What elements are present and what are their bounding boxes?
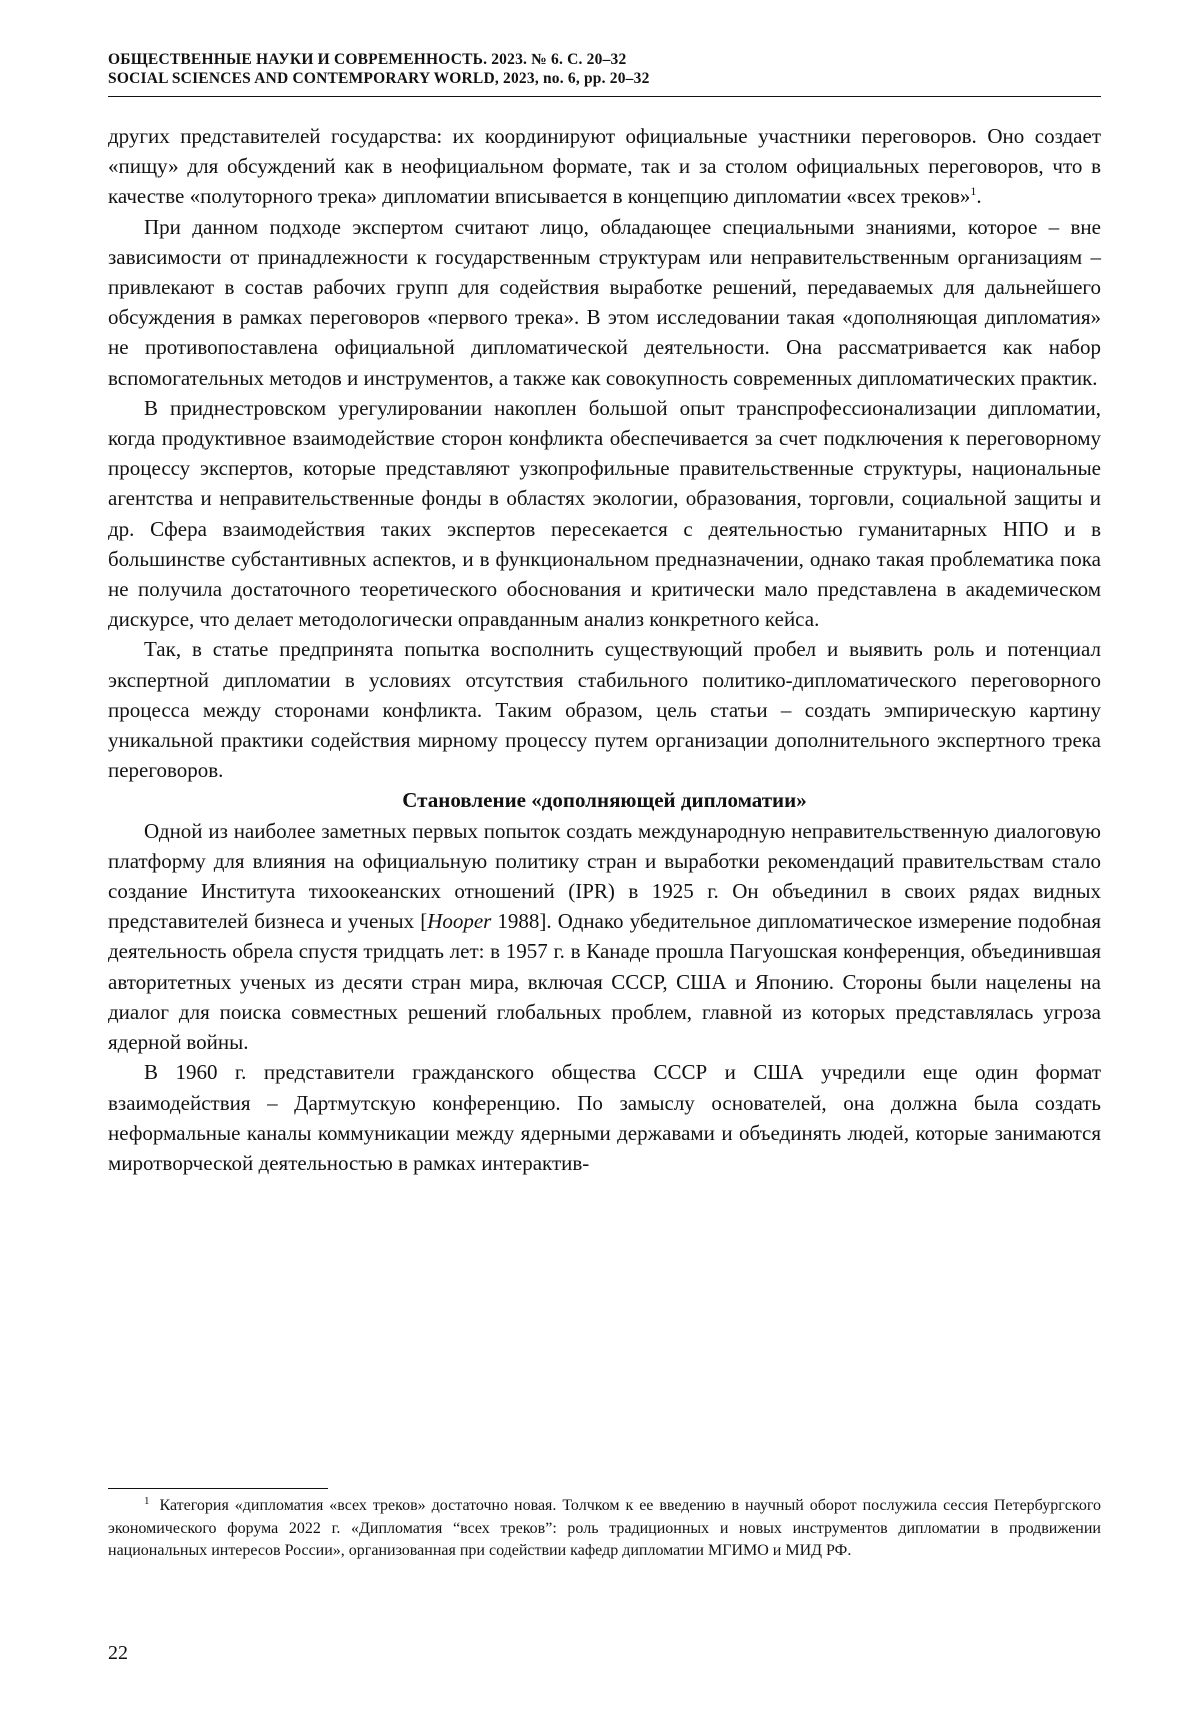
paragraph-1: [108, 121, 1101, 212]
paragraph-1-end: .: [976, 184, 982, 209]
footnote-number: 1: [144, 1494, 150, 1507]
paragraph-4: Так, в статье предпринята попытка восполнить существующий пробел и выявить роль и потенциал экспертной дипломатии в условиях отсутствия стабильного политико-дипломатического переговорного процесса между сторонами конфликта. Таким образом, цель статьи – создать эмпирическую картину уникальной практики содействия мирному процессу путем организации дополнительного экспертного трека переговоров.: [108, 637, 1101, 783]
article-body: [108, 121, 1101, 1178]
footnote-text: Категория «дипломатия «всех треков» достаточно новая. Толчком к ее введению в научный оборот послужила сессия Петербургского экономического форума 2022 г. «Дипломатия “всех треков”: роль традиционных и новых инструментов дипломатии в продвижении национальных интересов России», организованная при содействии кафедр дипломатии МГИМО и МИД РФ.: [108, 1497, 1101, 1560]
paragraph-5: [108, 816, 1101, 1058]
paragraph-5-text-start: Одной из наиболее заметных первых попыток создать международную неправительственную диалоговую платформу для влияния на официальную политику стран и выработки рекомендаций правительствам стало создание Института тихоокеанских отношений (IPR) в 1925 г. Он объединил в своих рядах видных представителей бизнеса и ученых [: [108, 818, 1101, 934]
header-divider: [108, 96, 1101, 97]
paragraph-5-text-end: 1988]. Однако убедительное дипломатическое измерение подобная деятельность обрела спустя тридцать лет: в 1957 г. в Канаде прошла Пагуошская конференция, объединившая авторитетных ученых из десяти стран мира, включая СССР, США и Японию. Стороны были нацелены на диалог для поиска совместных решений глобальных проблем, главной из которых представлялась угроза ядерной войны.: [108, 909, 1101, 1055]
citation-author: Hooper: [427, 909, 492, 934]
running-header: [108, 50, 1100, 88]
paragraph-6: В 1960 г. представители гражданского общества СССР и США учредили еще один формат взаимодействия – Дартмутскую конференцию. По замыслу основателей, она должна была создать неформальные каналы коммуникации между ядерными державами и объединять людей, которые занимаются миротворческой деятельностью в рамках интерактив-: [108, 1060, 1101, 1175]
footnote-reference[interactable]: 1: [970, 184, 977, 199]
footnote: [108, 1495, 1101, 1563]
paragraph-2: При данном подходе экспертом считают лицо, обладающее специальными знаниями, которое – вне зависимости от принадлежности к государственным структурам или неправительственным организациям – привлекают в состав рабочих групп для содействия выработке решений, передаваемых для дальнейшего обсуждения в рамках переговоров «первого трека». В этом исследовании такая «дополняющая дипломатия» не противопоставлена официальной дипломатической деятельности. Она рассматривается как набор вспомогательных методов и инструментов, а также как совокупность современных дипломатических практик.: [108, 214, 1101, 390]
footnote-divider: [108, 1488, 328, 1489]
paragraph-3: В приднестровском урегулировании накоплен большой опыт транспрофессионализации дипломатии, когда продуктивное взаимодействие сторон конфликта обеспечивается за счет подключения к переговорному процессу экспертов, которые представляют узкопрофильные правительственные структуры, национальные агентства и неправительственные фонды в областях экологии, образования, торговли, социальной защиты и др. Сфера взаимодействия таких экспертов пересекается с деятельностью гуманитарных НПО и в большинстве субстантивных аспектов, и в функциональном предназначении, однако такая проблематика пока не получила достаточного теоретического обоснования и критически мало представлена в академическом дискурсе, что делает методологически оправданным анализ конкретного кейса.: [108, 395, 1101, 632]
paragraph-1-text: других представителей государства: их координируют официальные участники переговоров. Оно создает «пищу» для обсуждений как в неофициальном формате, так и за столом официальных переговоров, что в качестве «полуторного трека» дипломатии вписывается в концепцию дипломатии «всех треков»: [108, 124, 1101, 209]
header-line-ru: ОБЩЕСТВЕННЫЕ НАУКИ И СОВРЕМЕННОСТЬ. 2023. № 6. С. 20–32: [108, 51, 627, 68]
header-line-en: SOCIAL SCIENCES AND CONTEMPORARY WORLD, 2023, no. 6, pp. 20–32: [108, 70, 650, 87]
page-number: 22: [108, 1642, 128, 1664]
section-heading: Становление «дополняющей дипломатии»: [402, 788, 807, 813]
